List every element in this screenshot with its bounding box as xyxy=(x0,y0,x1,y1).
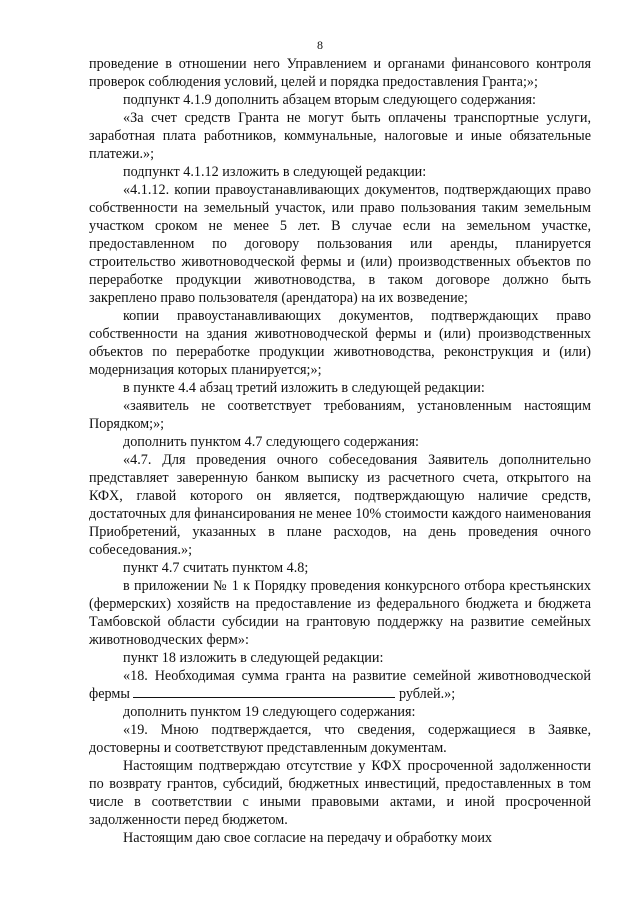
paragraph-clause-4-4: в пункте 4.4 абзац третий изложить в следующей редакции: xyxy=(123,380,485,396)
paragraph-renumber-4-8: пункт 4.7 считать пунктом 4.8; xyxy=(123,560,309,576)
paragraph-no-debt: Настоящим подтверждаю отсутствие у КФХ просроченной задолженности по возврату грантов, субсидий, бюджетных инвестиций, предоставленных в том числе в соответствии с иными правовыми актами, и иной просроченной задолженности перед бюджетом. xyxy=(89,758,591,828)
document-body xyxy=(89,55,591,847)
paragraph-add-clause-19: дополнить пунктом 19 следующего содержания: xyxy=(123,704,416,720)
paragraph-add-clause-4-7: дополнить пунктом 4.7 следующего содержания: xyxy=(123,434,419,450)
paragraph-appendix-1: в приложении № 1 к Порядку проведения конкурсного отбора крестьянских (фермерских) хозяйств на предоставление из федерального бюджета и бюджета Тамбовской области субсидии на грантовую поддержку на развитие семейных животноводческих ферм»: xyxy=(89,578,591,648)
paragraph-land-documents: «4.1.12. копии правоустанавливающих документов, подтверждающих право собственности на земельный участок, или право пользования таким земельным участком сроком не менее 5 лет. В случае если на земельном участке, предоставленном по договору пользования или аренды, планируется строительство животноводческой фермы и (или) производственных объектов по переработке продукции животноводства, в таком договоре должно быть закреплено право пользователя (арендатора) на их возведение; xyxy=(89,182,591,306)
paragraph-requirements: «заявитель не соответствует требованиям, установленным настоящим Порядком;»; xyxy=(89,398,591,432)
paragraph-grant-restrictions: «За счет средств Гранта не могут быть оплачены транспортные услуги, заработная плата работников, коммунальные, налоговые и иные обязательные платежи.»; xyxy=(89,110,591,162)
page-number: 8 xyxy=(317,38,323,52)
paragraph-building-documents: копии правоустанавливающих документов, подтверждающих право собственности на здания животноводческой фермы и (или) производственных объектов по переработке продукции животноводства, реконструкция и (или) модернизация которых планируется;»; xyxy=(89,308,591,378)
paragraph-confirmation: «19. Мною подтверждается, что сведения, содержащиеся в Заявке, достоверны и соответствуют представленным документам. xyxy=(89,722,591,756)
paragraph-control-checks: проведение в отношении него Управлением и органами финансового контроля проверок соблюдения условий, целей и порядка предоставления Гранта;»; xyxy=(89,56,591,90)
paragraph-grant-amount xyxy=(89,667,591,703)
paragraph-interview-statement: «4.7. Для проведения очного собеседования Заявитель дополнительно представляет заверенную банком выписку из расчетного счета, открытого на КФХ, главой которого он является, подтверждающую наличие средств, достаточных для финансирования не менее 10% стоимости каждого наименования Приобретений, указанных в плане расходов, на день проведения очного собеседования.»; xyxy=(89,452,591,558)
grant-amount-prefix: «18. Необходимая сумма гранта на развитие семейной животноводческой фермы xyxy=(89,668,591,702)
paragraph-clause-18: пункт 18 изложить в следующей редакции: xyxy=(123,650,384,666)
paragraph-subclause-4-1-12: подпункт 4.1.12 изложить в следующей редакции: xyxy=(123,164,427,180)
grant-amount-blank xyxy=(133,685,395,698)
paragraph-consent: Настоящим даю свое согласие на передачу и обработку моих xyxy=(123,830,493,846)
grant-amount-suffix: рублей.»; xyxy=(398,686,456,702)
paragraph-subclause-4-1-9: подпункт 4.1.9 дополнить абзацем вторым следующего содержания: xyxy=(123,92,536,108)
